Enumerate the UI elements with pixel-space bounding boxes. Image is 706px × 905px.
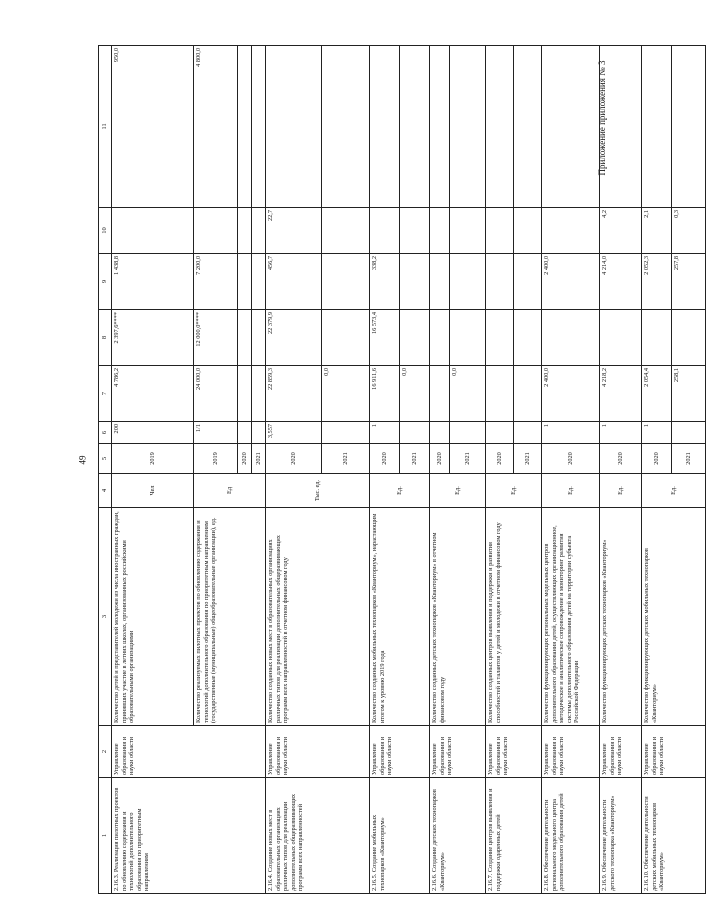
- value-cell: 12 000,0****: [194, 310, 238, 366]
- indicator: Количество реализуемых пилотных проектов по обновлению содержания и технологий дополнительного образования по приоритетным направлениям (государственные (муниципальные) общеобразовательные организации), ед.: [194, 508, 266, 726]
- value-cell: 2 054,4: [642, 366, 672, 422]
- value-cell: 0,0: [322, 366, 370, 422]
- value-cell: 2 052,3: [642, 254, 672, 310]
- value-cell: [322, 254, 370, 310]
- appendix-label: Приложение приложения № 3: [597, 60, 607, 176]
- value-cell: 22,7: [266, 208, 322, 254]
- col-num-8: 8: [99, 310, 112, 366]
- value-cell: [672, 310, 706, 366]
- year-cell: 2020: [266, 444, 322, 474]
- value-cell: 2,1: [642, 208, 672, 254]
- table-row: [600, 46, 642, 894]
- value-cell: 0,0: [400, 366, 430, 422]
- value-cell: [238, 254, 252, 310]
- table-row: [642, 46, 672, 894]
- indicator: Количество функционирующих детских технопарков «Кванториум»: [600, 508, 642, 726]
- value-cell: 4,2: [600, 208, 642, 254]
- value-cell: [194, 208, 238, 254]
- value-cell: [430, 208, 450, 254]
- value-cell: 3,557: [266, 422, 322, 444]
- value-cell: [514, 46, 542, 208]
- col-num-6: 6: [99, 422, 112, 444]
- unit: Ед.: [486, 474, 542, 508]
- measure-name: 2.16.6. Создание детских технопарков «Кванториум»: [430, 778, 486, 894]
- value-cell: [672, 422, 706, 444]
- col-num-7: 7: [99, 366, 112, 422]
- value-cell: [430, 366, 450, 422]
- year-cell: 2021: [514, 444, 542, 474]
- measure-name: 2.16.10. Обеспечение деятельности детских мобильных технопарков «Кванториум»: [642, 778, 706, 894]
- year-cell: 2021: [450, 444, 486, 474]
- unit: Ед.: [542, 474, 600, 508]
- value-cell: [252, 46, 266, 208]
- value-cell: [400, 310, 430, 366]
- program-table: [98, 45, 706, 894]
- column-number-row: [99, 46, 112, 894]
- value-cell: [400, 422, 430, 444]
- executor: Управление образования и науки области: [486, 726, 542, 778]
- table-row: [486, 46, 514, 894]
- value-cell: 0,0: [450, 366, 486, 422]
- value-cell: [672, 46, 706, 208]
- executor: Управление образования и науки области: [430, 726, 486, 778]
- indicator: Количество детей и представителей молодежи из числа иностранных граждан, принявших участие в летних школах, организованных российскими образовательными организациями: [112, 508, 194, 726]
- value-cell: [238, 422, 252, 444]
- measure-name: 2.16.8. Обеспечение деятельности регионального модельного центра дополнительного образования детей: [542, 778, 600, 894]
- value-cell: 1: [370, 422, 400, 444]
- year-cell: 2021: [400, 444, 430, 474]
- indicator: Количество функционирующих детских мобильных технопарков «Кванториум»: [642, 508, 706, 726]
- indicator: Количество созданных мобильных технопарков «Кванториум», нарастающим итогом к уровню 2019 года: [370, 508, 430, 726]
- value-cell: 2 397,6****: [112, 310, 194, 366]
- value-cell: 456,7: [266, 254, 322, 310]
- value-cell: [322, 310, 370, 366]
- year-cell: 2020: [542, 444, 600, 474]
- value-cell: 4 786,2: [112, 366, 194, 422]
- value-cell: [486, 46, 514, 208]
- indicator: Количество функционирующих региональных модельных центров дополнительного образования детей, осуществляющих организационное, методическое и аналитическое сопровождение и мониторинг развития системы дополнительного образования детей на территории субъекта Российской Федерации: [542, 508, 600, 726]
- value-cell: 1: [600, 422, 642, 444]
- measure-name: 2.16.7. Создание центров выявления и поддержки одаренных детей: [486, 778, 542, 894]
- value-cell: 950,0: [112, 46, 194, 208]
- table-row: [542, 46, 600, 894]
- year-cell: 2020: [486, 444, 514, 474]
- value-cell: [486, 254, 514, 310]
- value-cell: 4 218,2: [600, 366, 642, 422]
- value-cell: 24 000,0: [194, 366, 238, 422]
- value-cell: [600, 310, 642, 366]
- value-cell: [238, 46, 252, 208]
- col-num-9: 9: [99, 254, 112, 310]
- value-cell: 2 400,0: [542, 254, 600, 310]
- year-cell: 2021: [252, 444, 266, 474]
- value-cell: [238, 366, 252, 422]
- value-cell: [430, 310, 450, 366]
- value-cell: [252, 366, 266, 422]
- col-num-5: 5: [99, 444, 112, 474]
- value-cell: 7 200,0: [194, 254, 238, 310]
- value-cell: 258,1: [672, 366, 706, 422]
- measure-name: 2.16.9. Обеспечение деятельности детского технопарка «Кванториум»: [600, 778, 642, 894]
- value-cell: 200: [112, 422, 194, 444]
- value-cell: [542, 46, 600, 208]
- value-cell: [450, 208, 486, 254]
- col-num-2: 2: [99, 726, 112, 778]
- table-viewport: [98, 46, 692, 894]
- year-cell: 2021: [322, 444, 370, 474]
- year-cell: 2020: [370, 444, 400, 474]
- unit: Ед: [194, 474, 266, 508]
- value-cell: [450, 422, 486, 444]
- value-cell: 1: [542, 422, 600, 444]
- value-cell: [542, 310, 600, 366]
- value-cell: 257,8: [672, 254, 706, 310]
- value-cell: [238, 310, 252, 366]
- value-cell: [514, 254, 542, 310]
- value-cell: [642, 310, 672, 366]
- value-cell: [400, 46, 430, 208]
- indicator: Количество созданных новых мест в образовательных организациях различных типов для реализации дополнительных общеразвивающих программ всех направленностей в отчетном финансовом году: [266, 508, 370, 726]
- table-row: [370, 46, 400, 894]
- unit: Ед.: [370, 474, 430, 508]
- value-cell: [430, 254, 450, 310]
- value-cell: [322, 422, 370, 444]
- value-cell: [252, 254, 266, 310]
- measure-name: 2.16.4. Создание новых мест в образовательных организациях различных типов для реализации дополнительных общеразвивающих программ всех направленностей: [266, 778, 370, 894]
- unit: Ед.: [642, 474, 706, 508]
- value-cell: [370, 46, 400, 208]
- value-cell: [514, 422, 542, 444]
- value-cell: 16 911,6: [370, 366, 400, 422]
- value-cell: [450, 46, 486, 208]
- year-cell: 2019: [112, 444, 194, 474]
- value-cell: 2 400,0: [542, 366, 600, 422]
- page-number: 49: [77, 455, 88, 465]
- col-num-3: 3: [99, 508, 112, 726]
- value-cell: [486, 366, 514, 422]
- table-row: [266, 46, 322, 894]
- executor: Управление образования и науки области: [542, 726, 600, 778]
- value-cell: [642, 46, 672, 208]
- value-cell: [514, 366, 542, 422]
- value-cell: 22 379,9: [266, 310, 322, 366]
- value-cell: [486, 208, 514, 254]
- col-num-11: 11: [99, 46, 112, 208]
- value-cell: 4 800,0: [194, 46, 238, 208]
- value-cell: 0,3: [672, 208, 706, 254]
- executor: Управление образования и науки области: [370, 726, 430, 778]
- unit: Ед.: [600, 474, 642, 508]
- value-cell: 1/1: [194, 422, 238, 444]
- year-cell: 2019: [194, 444, 238, 474]
- value-cell: [370, 208, 400, 254]
- unit: Ед.: [430, 474, 486, 508]
- value-cell: [514, 208, 542, 254]
- indicator: Количество созданных детских технопарков «Кванториум» в отчетном финансовом году: [430, 508, 486, 726]
- value-cell: [266, 46, 322, 208]
- executor: Управление образования и науки области: [266, 726, 370, 778]
- executor: Управление образования и науки области: [112, 726, 266, 778]
- value-cell: 4 214,0: [600, 254, 642, 310]
- value-cell: [600, 46, 642, 208]
- value-cell: 22 859,3: [266, 366, 322, 422]
- value-cell: [322, 46, 370, 208]
- table-row: [430, 46, 450, 894]
- col-num-4: 4: [99, 474, 112, 508]
- table-row: [112, 46, 194, 894]
- rotated-table-wrapper: [98, 46, 692, 894]
- value-cell: [450, 254, 486, 310]
- value-cell: [430, 422, 450, 444]
- unit: Тыс. ед.: [266, 474, 370, 508]
- value-cell: [400, 208, 430, 254]
- value-cell: [450, 310, 486, 366]
- value-cell: [252, 310, 266, 366]
- value-cell: [252, 208, 266, 254]
- year-cell: 2020: [600, 444, 642, 474]
- value-cell: [238, 208, 252, 254]
- year-cell: 2020: [238, 444, 252, 474]
- value-cell: [514, 310, 542, 366]
- col-num-1: 1: [99, 778, 112, 894]
- year-cell: 2020: [430, 444, 450, 474]
- year-cell: 2021: [672, 444, 706, 474]
- value-cell: [486, 422, 514, 444]
- value-cell: [542, 208, 600, 254]
- executor: Управление образования и науки области: [642, 726, 706, 778]
- unit: Чел: [112, 474, 194, 508]
- value-cell: [430, 46, 450, 208]
- executor: Управление образования и науки области: [600, 726, 642, 778]
- value-cell: [486, 310, 514, 366]
- value-cell: [112, 208, 194, 254]
- value-cell: 1: [642, 422, 672, 444]
- value-cell: 16 573,4: [370, 310, 400, 366]
- value-cell: [400, 254, 430, 310]
- value-cell: [252, 422, 266, 444]
- measure-name: 2.16.3. Реализация пилотных проектов по обновлению содержания и технологий дополнительного образования по приоритетным направлениям: [112, 778, 266, 894]
- year-cell: 2020: [642, 444, 672, 474]
- measure-name: 2.16.5. Создание мобильных технопарков «Кванториум»: [370, 778, 430, 894]
- value-cell: [322, 208, 370, 254]
- indicator: Количество созданных центров выявления и поддержки и развития способностей и талантов у детей и молодежи в отчетном финансовом году: [486, 508, 542, 726]
- value-cell: 1 438,8: [112, 254, 194, 310]
- col-num-10: 10: [99, 208, 112, 254]
- value-cell: 338,2: [370, 254, 400, 310]
